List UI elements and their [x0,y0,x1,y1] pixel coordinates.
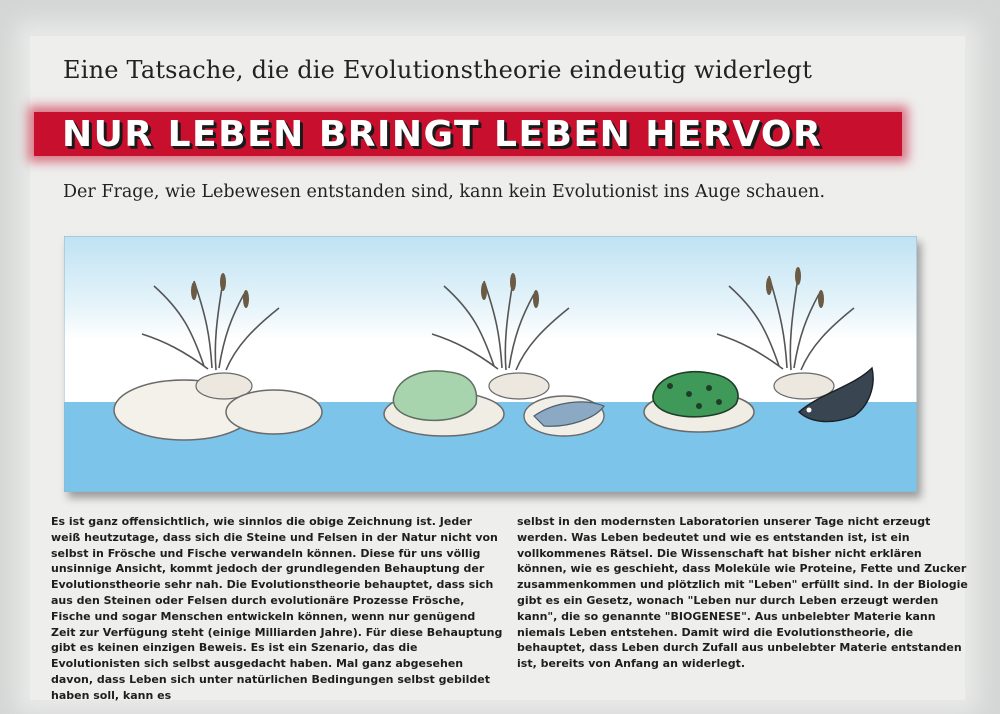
cattail [481,282,487,300]
cattail [533,290,539,308]
cattail [766,277,772,295]
cattail [510,273,516,291]
cattail [818,290,824,308]
headline: NUR LEBEN BRINGT LEBEN HERVOR [62,114,823,155]
illustration [64,236,917,492]
cattail [191,282,197,300]
rock [489,373,549,399]
cattail [243,290,249,308]
cattail [795,267,801,285]
subheadline: Der Frage, wie Lebewesen entstanden sind, kann kein Evolutionist ins Auge schauen. [63,182,826,202]
body-column-2: selbst in den modernsten Laboratorien unserer Tage nicht erzeugt werden. Was Leben bedeutet und wie es entstanden ist, ist ein vollkommenes Rätsel. Die Wissenschaft hat bisher nicht erklären können, wie es geschieht, dass Moleküle wie Proteine, Fette und Zucker zusammenkommen und plötzlich mit "Leben" erfüllt sind. In der Biologie gibt es ein Gesetz, wonach "Leben nur durch Leben erzeugt werden kann", die so genannte "BIOGENESE". Aus unbelebter Materie kann niemals Leben entstehen. Damit wird die Evolutionstheorie, die behauptet, dass Leben durch Zufall aus unbelebter Materie entstanden ist, bereits von Anfang an widerlegt. [517,515,968,671]
frog [653,372,738,417]
kicker-title: Eine Tatsache, die die Evolutionstheorie eindeutig widerlegt [63,56,813,84]
cattail [220,273,226,291]
rock [226,390,322,434]
body-column-1: Es ist ganz offensichtlich, wie sinnlos die obige Zeichnung ist. Jeder weiß heutzutage, dass sich die Steine und Felsen in der Natur nicht von selbst in Frösche und Fische verwandeln können. Diese für uns völlig unsinnige Ansicht, kommt jedoch der grundlegenden Behauptung der Evolutionstheorie sehr nah. Die Evolutionstheorie behauptet, dass sich aus den Steinen oder Felsen durch evolutionäre Prozesse Frösche, Fische und sogar Menschen entwickeln können, wenn nur genügend Zeit zur Verfügung steht (einige Milliarden Jahre). Für diese Behauptung gibt es keinen einzigen Beweis. Es ist ein Szenario, das die Evolutionisten sich selbst ausgedacht haben. Mal ganz abgesehen davon, dass Leben sich unter natürlichen Bedingungen selbst gebildet haben soll, kann es [51,515,503,702]
stone-frog [393,371,476,420]
